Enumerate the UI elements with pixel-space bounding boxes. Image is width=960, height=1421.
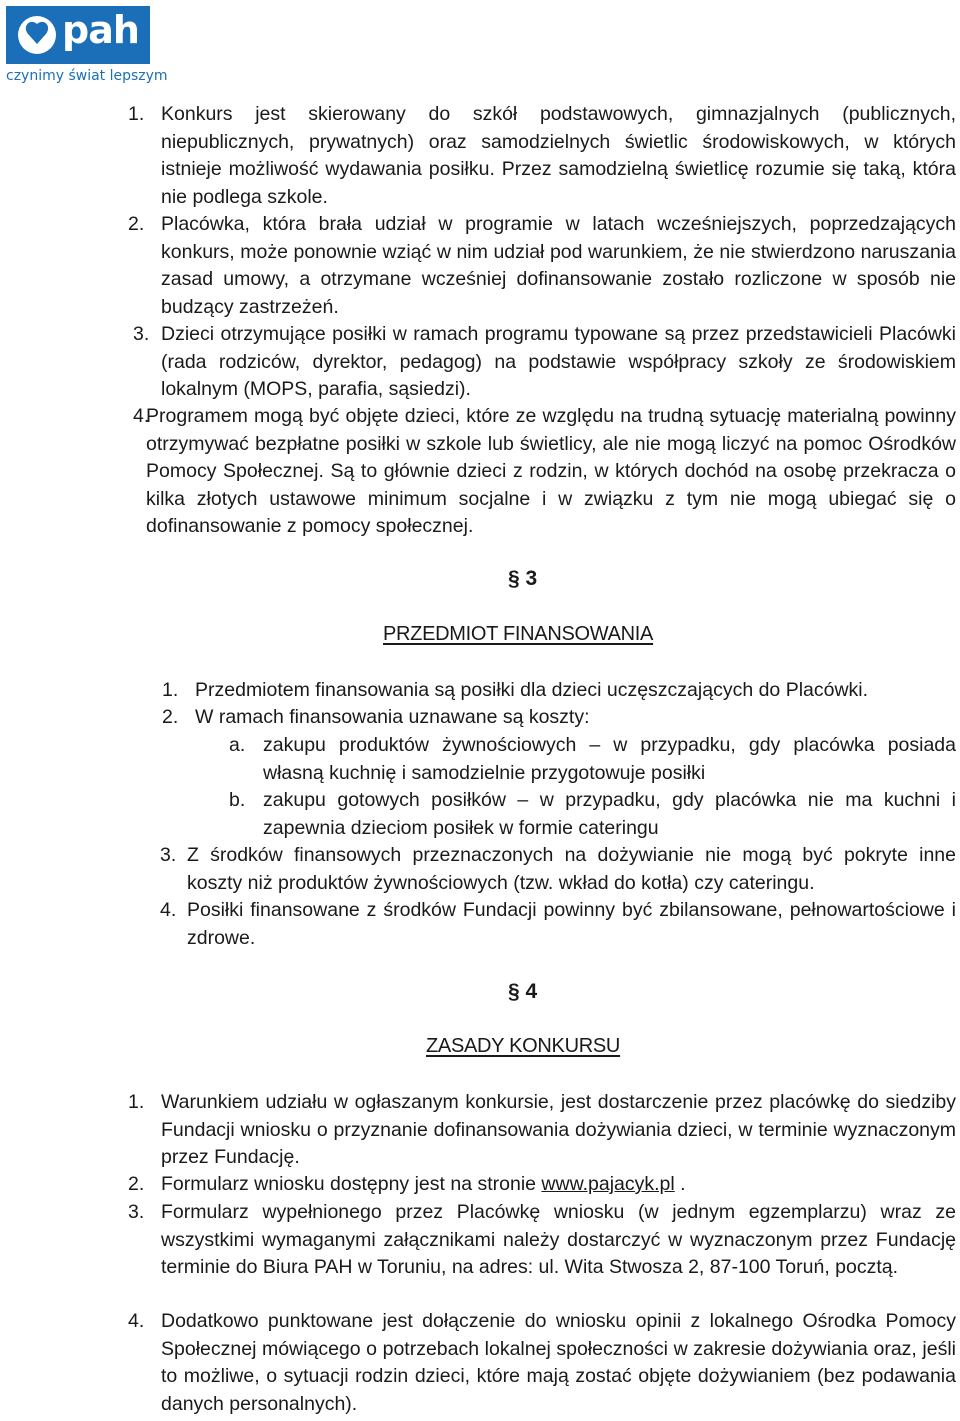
section-title: ZASADY KONKURSU bbox=[426, 1035, 621, 1057]
item-number: 1. bbox=[128, 103, 145, 125]
item-text: Z środków finansowych przeznaczonych na dożywianie nie mogą być pokryte inne koszty niż produktów żywnościowych (tzw. wkład do kotła) czy cateringu. bbox=[187, 844, 956, 894]
item-number: 4. bbox=[128, 1310, 145, 1332]
list-item bbox=[128, 101, 956, 211]
item-text: zakupu gotowych posiłków – w przypadku, gdy placówka nie ma kuchni i zapewnia dzieciom posiłek w formie cateringu bbox=[263, 789, 956, 839]
list-item bbox=[128, 1171, 956, 1199]
item-text: Programem mogą być objęte dzieci, które ze względu na trudną sytuację materialną powinny otrzymywać bezpłatne posiłki w szkole lub świetlicy, ale nie mogą liczyć na pomoc Ośrodków Pomocy Społecznej. Są to głównie dzieci z rodzin, w których dochód na osobę przekracza o kilka złotych ustawowe minimum socjalne i w związku z tym nie mogą ubiegać się o dofinansowanie z pomocy społecznej. bbox=[146, 405, 956, 537]
item-number: 3. bbox=[128, 1201, 145, 1223]
heart-logo-icon bbox=[16, 14, 58, 56]
item-text-before: Formularz wniosku dostępny jest na stronie bbox=[161, 1173, 542, 1195]
item-text-after: . bbox=[674, 1173, 686, 1195]
item-text: W ramach finansowania uznawane są koszty: bbox=[195, 706, 590, 728]
logo-brand: pah bbox=[62, 8, 139, 52]
list-item bbox=[128, 1199, 956, 1282]
section-symbol: § 3 bbox=[508, 567, 538, 590]
pah-logo bbox=[6, 6, 168, 84]
list-item bbox=[128, 1308, 956, 1418]
item-letter: a. bbox=[229, 734, 246, 756]
item-text: zakupu produktów żywnościowych – w przypadku, gdy placówka posiada własną kuchnię i samodzielnie przygotowuje posiłki bbox=[263, 734, 956, 784]
item-text: Formularz wypełnionego przez Placówkę wniosku (w jednym egzemplarzu) wraz ze wszystkimi wymaganymi załącznikami należy dostarczyć w wyznaczonym przez Fundację terminie do Biura PAH w Toruniu, na adres: ul. Wita Stwosza 2, 87-100 Toruń, pocztą. bbox=[161, 1201, 956, 1278]
item-text bbox=[161, 1171, 956, 1199]
sub-list-item bbox=[229, 787, 956, 842]
item-text: Placówka, która brała udział w programie w latach wcześniejszych, poprzedzających konkurs, może ponownie wziąć w nim udział pod warunkiem, że nie stwierdzono naruszania zasad umowy, a otrzymane wcześniej dofinansowanie zostało rozliczone w sposób nie budzący zastrzeżeń. bbox=[161, 213, 956, 318]
list-item bbox=[128, 1089, 956, 1172]
item-number: 1. bbox=[128, 1091, 145, 1113]
item-text: Dzieci otrzymujące posiłki w ramach programu typowane są przez przedstawicieli Placówki (rada rodziców, dyrektor, pedagog) na podstawie współpracy szkoły ze środowiskiem lokalnym (MOPS, parafia, sąsiedzi). bbox=[161, 323, 956, 400]
list-item bbox=[160, 842, 956, 897]
list-item bbox=[133, 321, 956, 404]
section-title: PRZEDMIOT FINANSOWANIA bbox=[383, 623, 654, 645]
list-item bbox=[128, 211, 956, 321]
item-number: 2. bbox=[162, 706, 179, 728]
list-item bbox=[133, 403, 956, 541]
item-number: 2. bbox=[128, 213, 145, 235]
item-text: Przedmiotem finansowania są posiłki dla dzieci uczęszczających do Placówki. bbox=[195, 679, 869, 701]
logo-box bbox=[6, 6, 150, 64]
item-text: Warunkiem udziału w ogłaszanym konkursie, jest dostarczenie przez placówkę do siedziby Fundacji wniosku o przyznanie dofinansowania dożywiania dzieci, w terminie wyznaczonym przez Fundację. bbox=[161, 1091, 956, 1168]
item-number: 3. bbox=[133, 323, 150, 345]
item-text: Posiłki finansowane z środków Fundacji powinny być zbilansowane, pełnowartościowe i zdrowe. bbox=[187, 899, 956, 949]
item-number: 2. bbox=[128, 1173, 145, 1195]
item-text: Dodatkowo punktowane jest dołączenie do wniosku opinii z lokalnego Ośrodka Pomocy Społecznej mówiącego o potrzebach lokalnej społeczności w zakresie dożywiania oraz, jeśli to możliwe, o sytuacji rodzin dzieci, które mają zostać objęte dożywianiem (bez podawania danych personalnych). bbox=[161, 1310, 956, 1415]
item-number: 3. bbox=[160, 844, 177, 866]
item-letter: b. bbox=[229, 789, 246, 811]
item-number: 4. bbox=[133, 405, 150, 427]
pajacyk-link[interactable]: www.pajacyk.pl bbox=[541, 1173, 675, 1195]
item-text: Konkurs jest skierowany do szkół podstawowych, gimnazjalnych (publicznych, niepublicznych, prywatnych) oraz samodzielnych świetlic środowiskowych, w których istnieje możliwość wydawania posiłku. Przez samodzielną świetlicę rozumie się taką, która nie podlega szkole. bbox=[161, 103, 956, 208]
list-item bbox=[160, 897, 956, 952]
sub-list-item bbox=[229, 732, 956, 787]
list-item bbox=[162, 704, 956, 732]
item-number: 1. bbox=[162, 679, 179, 701]
list-item bbox=[162, 677, 956, 705]
item-number: 4. bbox=[160, 899, 177, 921]
logo-tagline: czynimy świat lepszym bbox=[6, 68, 168, 84]
section-symbol: § 4 bbox=[508, 980, 538, 1003]
